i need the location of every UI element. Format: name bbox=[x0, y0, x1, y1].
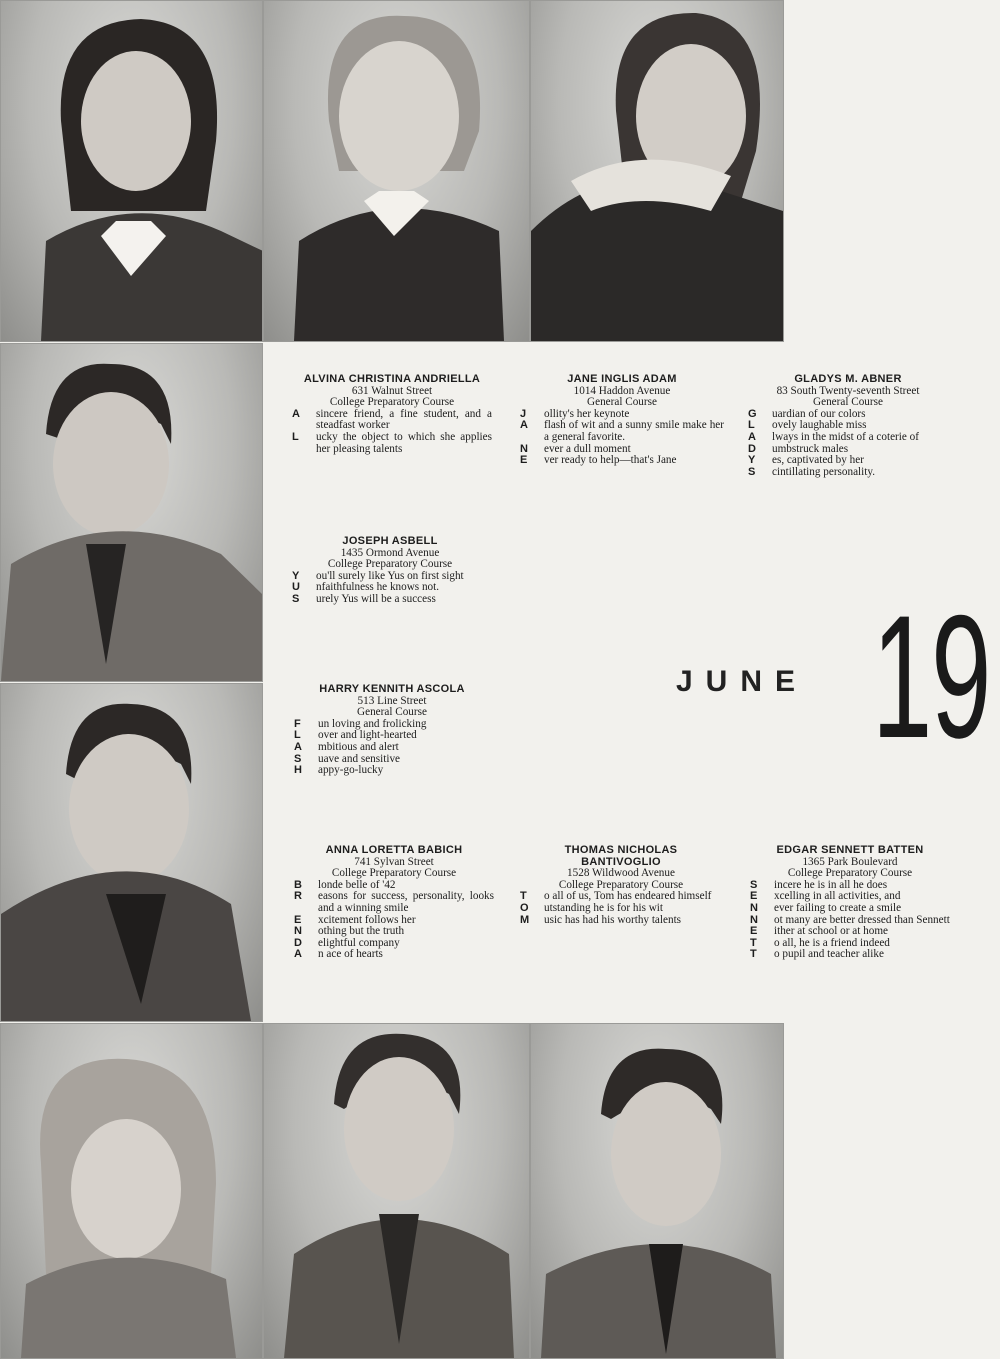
acrostic-letter: J bbox=[520, 407, 527, 420]
acrostic-text: ver ready to help—that's Jane bbox=[544, 454, 677, 467]
acrostic-text: es, captivated by her bbox=[772, 454, 864, 467]
acrostic-letter: N bbox=[750, 901, 758, 914]
student-address: 1528 Wildwood Avenue bbox=[567, 867, 675, 880]
acrostic-text: utstanding he is for his wit bbox=[544, 901, 664, 914]
acrostic-letter: S bbox=[748, 465, 756, 478]
acrostic-text: over and light-hearted bbox=[318, 729, 417, 742]
acrostic-text: sincere friend, a fine student, and a steadfast worker bbox=[316, 407, 492, 432]
acrostic-text: appy-go-lucky bbox=[318, 764, 384, 777]
bio-joseph-asbell bbox=[292, 536, 488, 606]
acrostic-text: o all of us, Tom has endeared himself bbox=[544, 890, 712, 903]
student-name: JANE INGLIS ADAM bbox=[567, 373, 677, 385]
acrostic-line bbox=[292, 432, 492, 455]
student-address: 1435 Ormond Avenue bbox=[340, 546, 440, 559]
acrostic-letter: E bbox=[750, 925, 758, 938]
acrostic-text: ucky the object to which she applies her pleasing talents bbox=[316, 430, 492, 455]
acrostic-line bbox=[520, 903, 722, 915]
bio-anna-babich bbox=[294, 845, 494, 961]
student-address: 631 Walnut Street bbox=[351, 384, 433, 397]
year-heading: 19 bbox=[872, 580, 991, 775]
acrostic-line bbox=[520, 420, 724, 443]
acrostic-line bbox=[750, 926, 950, 938]
acrostic-line bbox=[750, 949, 950, 961]
acrostic-text: easons for success, personality, looks and a winning smile bbox=[318, 890, 494, 914]
acrostic-letter: E bbox=[750, 890, 758, 903]
acrostic-text: urely Yus will be a success bbox=[316, 592, 436, 605]
portrait-edgar-batten bbox=[530, 1023, 784, 1359]
student-name: ANNA LORETTA BABICH bbox=[325, 844, 463, 856]
portrait-harry-ascola bbox=[0, 683, 263, 1022]
acrostic-letter: A bbox=[520, 419, 528, 432]
student-course: College Preparatory Course bbox=[558, 878, 684, 891]
bio-gladys-abner bbox=[748, 374, 948, 478]
acrostic-text: usic has had his worthy talents bbox=[544, 913, 682, 926]
student-course: College Preparatory Course bbox=[329, 396, 455, 409]
acrostic-line bbox=[294, 765, 490, 777]
acrostic-text: incere he is in all he does bbox=[774, 878, 888, 891]
acrostic-letter: A bbox=[292, 407, 300, 420]
acrostic-letter: T bbox=[520, 890, 527, 903]
portrait-figure bbox=[1, 344, 262, 681]
student-address: 513 Line Street bbox=[357, 694, 427, 707]
portrait-figure bbox=[1, 684, 262, 1021]
acrostic-line bbox=[520, 455, 724, 467]
acrostic-line bbox=[294, 891, 494, 914]
acrostic-letter: A bbox=[294, 948, 302, 961]
portrait-joseph-asbell bbox=[0, 343, 263, 682]
acrostic-letter: N bbox=[294, 925, 302, 938]
acrostic-letter: H bbox=[294, 764, 302, 777]
acrostic-letter: Y bbox=[292, 569, 300, 582]
acrostic-letter: S bbox=[294, 752, 302, 765]
portrait-anna-babich bbox=[0, 1023, 263, 1359]
student-name: GLADYS M. ABNER bbox=[794, 373, 902, 385]
acrostic-letter: L bbox=[748, 419, 755, 432]
acrostic-letter: L bbox=[292, 430, 299, 443]
portrait-figure bbox=[264, 1, 529, 341]
portrait-figure bbox=[264, 1024, 529, 1358]
bio-edgar-batten bbox=[750, 845, 950, 961]
portrait-alvina-andriella bbox=[0, 0, 263, 342]
acrostic-text: cintillating personality. bbox=[772, 465, 876, 478]
acrostic-letter: E bbox=[294, 913, 302, 926]
acrostic-text: ever failing to create a smile bbox=[774, 901, 902, 914]
portrait-figure bbox=[531, 1024, 783, 1358]
acrostic-text: ou'll surely like Yus on first sight bbox=[316, 569, 464, 582]
acrostic-text: ot many are better dressed than Sennett bbox=[774, 913, 950, 926]
acrostic-letter: S bbox=[292, 592, 300, 605]
student-name: HARRY KENNITH ASCOLA bbox=[319, 683, 465, 695]
acrostic-letter: A bbox=[748, 430, 756, 443]
acrostic-text: o pupil and teacher alike bbox=[774, 948, 884, 961]
student-address: 83 South Twenty-seventh Street bbox=[776, 384, 920, 397]
acrostic-text: ollity's her keynote bbox=[544, 407, 630, 420]
acrostic-text: n ace of hearts bbox=[318, 948, 383, 961]
acrostic-text: un loving and frolicking bbox=[318, 717, 427, 730]
acrostic-line bbox=[294, 742, 490, 754]
portrait-figure bbox=[1, 1, 262, 341]
acrostic-text: lways in the midst of a coterie of bbox=[772, 430, 919, 443]
acrostic-letter: Y bbox=[748, 454, 756, 467]
acrostic-text: xcelling in all activities, and bbox=[774, 890, 901, 903]
student-name: JOSEPH ASBELL bbox=[342, 535, 438, 547]
acrostic-text: ither at school or at home bbox=[774, 925, 889, 938]
acrostic-letter: E bbox=[520, 454, 528, 467]
student-course: General Course bbox=[587, 396, 657, 409]
acrostic-letter: F bbox=[294, 717, 301, 730]
student-address: 741 Sylvan Street bbox=[354, 855, 434, 868]
acrostic-line bbox=[748, 432, 948, 444]
portrait-jane-adam bbox=[263, 0, 530, 342]
acrostic-text: flash of wit and a sunny smile make her a general favorite. bbox=[544, 419, 724, 443]
acrostic-text: uardian of our colors bbox=[772, 407, 866, 420]
acrostic-letter: G bbox=[748, 407, 757, 420]
portrait-thomas-bantivoglio bbox=[263, 1023, 530, 1359]
acrostic-letter: A bbox=[294, 740, 302, 753]
acrostic-text: uave and sensitive bbox=[318, 752, 401, 765]
acrostic-text: o all, he is a friend indeed bbox=[774, 936, 890, 949]
acrostic-text: ever a dull moment bbox=[544, 442, 631, 455]
portrait-figure bbox=[531, 1, 783, 341]
acrostic-letter: M bbox=[520, 913, 530, 926]
month-heading: JUNE bbox=[676, 665, 809, 698]
bio-jane-adam bbox=[520, 374, 724, 467]
acrostic-letter: N bbox=[750, 913, 758, 926]
bio-thomas-bantivoglio bbox=[520, 845, 722, 926]
acrostic-letter: R bbox=[294, 890, 302, 903]
student-course: College Preparatory Course bbox=[331, 867, 457, 880]
acrostic-letter: T bbox=[750, 936, 757, 949]
acrostic-letter: U bbox=[292, 581, 300, 594]
student-course: College Preparatory Course bbox=[327, 558, 453, 571]
acrostic-letter: D bbox=[294, 936, 302, 949]
acrostic-line bbox=[292, 594, 488, 606]
acrostic-letter: S bbox=[750, 878, 758, 891]
acrostic-text: ovely laughable miss bbox=[772, 419, 867, 432]
acrostic-line bbox=[292, 409, 492, 432]
student-course: General Course bbox=[813, 396, 883, 409]
acrostic-text: londe belle of '42 bbox=[318, 878, 396, 891]
student-name: THOMAS NICHOLAS BANTIVOGLIO bbox=[564, 844, 678, 868]
acrostic-letter: O bbox=[520, 901, 529, 914]
acrostic-text: nfaithfulness he knows not. bbox=[316, 581, 440, 594]
student-course: General Course bbox=[357, 706, 427, 719]
portrait-gladys-abner bbox=[530, 0, 784, 342]
student-course: College Preparatory Course bbox=[787, 867, 913, 880]
acrostic-text: mbitious and alert bbox=[318, 740, 399, 753]
acrostic-text: umbstruck males bbox=[772, 442, 849, 455]
acrostic-letter: D bbox=[748, 442, 756, 455]
acrostic-text: xcitement follows her bbox=[318, 913, 416, 926]
bio-harry-ascola bbox=[294, 684, 490, 777]
acrostic-line bbox=[294, 949, 494, 961]
acrostic-text: othing but the truth bbox=[318, 925, 405, 938]
student-name: ALVINA CHRISTINA ANDRIELLA bbox=[303, 373, 481, 385]
student-name: EDGAR SENNETT BATTEN bbox=[776, 844, 924, 856]
acrostic-letter: N bbox=[520, 442, 528, 455]
bio-alvina-andriella bbox=[292, 374, 492, 455]
acrostic-line bbox=[750, 903, 950, 915]
acrostic-line bbox=[748, 467, 948, 479]
acrostic-letter: T bbox=[750, 948, 757, 961]
acrostic-letter: L bbox=[294, 729, 301, 742]
student-address: 1365 Park Boulevard bbox=[802, 855, 898, 868]
acrostic-letter: B bbox=[294, 878, 302, 891]
acrostic-line bbox=[520, 915, 722, 927]
acrostic-line bbox=[748, 455, 948, 467]
student-address: 1014 Haddon Avenue bbox=[573, 384, 671, 397]
acrostic-text: elightful company bbox=[318, 936, 400, 949]
portrait-figure bbox=[1, 1024, 262, 1358]
acrostic-line bbox=[294, 926, 494, 938]
